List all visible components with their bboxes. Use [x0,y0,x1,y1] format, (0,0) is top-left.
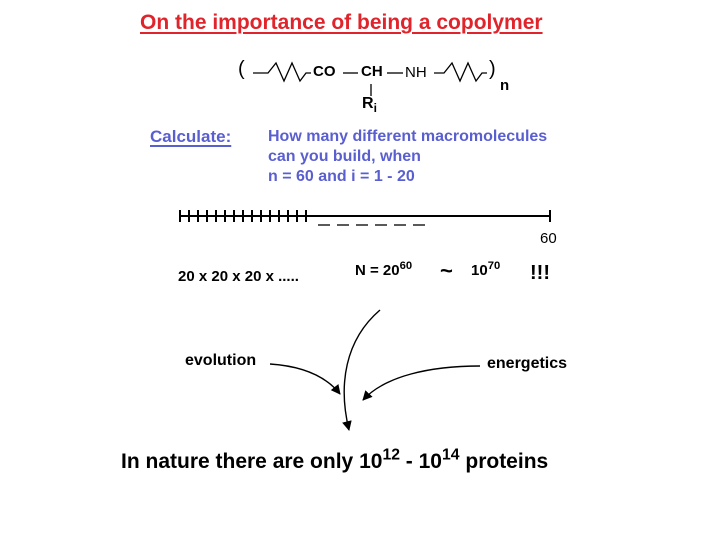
co-group: CO [313,63,336,80]
repeat-subscript: n [500,77,510,94]
r-group-subscript: i [373,101,377,116]
conclusion-prefix: In nature there are only 10 [121,450,383,473]
zigzag-bond-right [434,63,487,81]
close-paren: ) [489,58,496,80]
question-line-1: How many different macromolecules [268,128,548,145]
approx-symbol: ~ [440,258,453,283]
slide-title: On the importance of being a copolymer [140,11,543,34]
selection-arrow [344,310,380,430]
chain-length-label: 60 [540,230,557,247]
question-line-2: can you build, when [268,148,421,165]
energetics-label: energetics [487,355,568,372]
power-base: 10 [471,262,488,279]
zigzag-bond-left [253,63,311,81]
evolution-arrow [270,364,340,394]
conclusion-suffix: proteins [459,450,549,473]
product-expression: 20 x 20 x 20 x ..... [178,268,299,285]
energetics-arrow [363,366,480,400]
power-exponent: 70 [487,259,501,272]
conclusion-mid: - 10 [399,450,442,473]
ch-group: CH [361,63,383,80]
chain-ticks [180,210,306,222]
conclusion-exp-1: 12 [382,446,400,464]
r-group-letter: R [362,95,374,112]
emphasis-marks: !!! [530,262,550,284]
open-paren: ( [238,58,245,80]
question-line-3: n = 60 and i = 1 - 20 [268,168,415,185]
calculate-label: Calculate: [150,127,232,146]
evolution-label: evolution [185,352,257,369]
n-equation-exponent: 60 [399,259,413,272]
conclusion-exp-2: 14 [442,446,460,464]
nh-group: NH [405,64,427,81]
n-equation-base: N = 20 [355,262,400,279]
